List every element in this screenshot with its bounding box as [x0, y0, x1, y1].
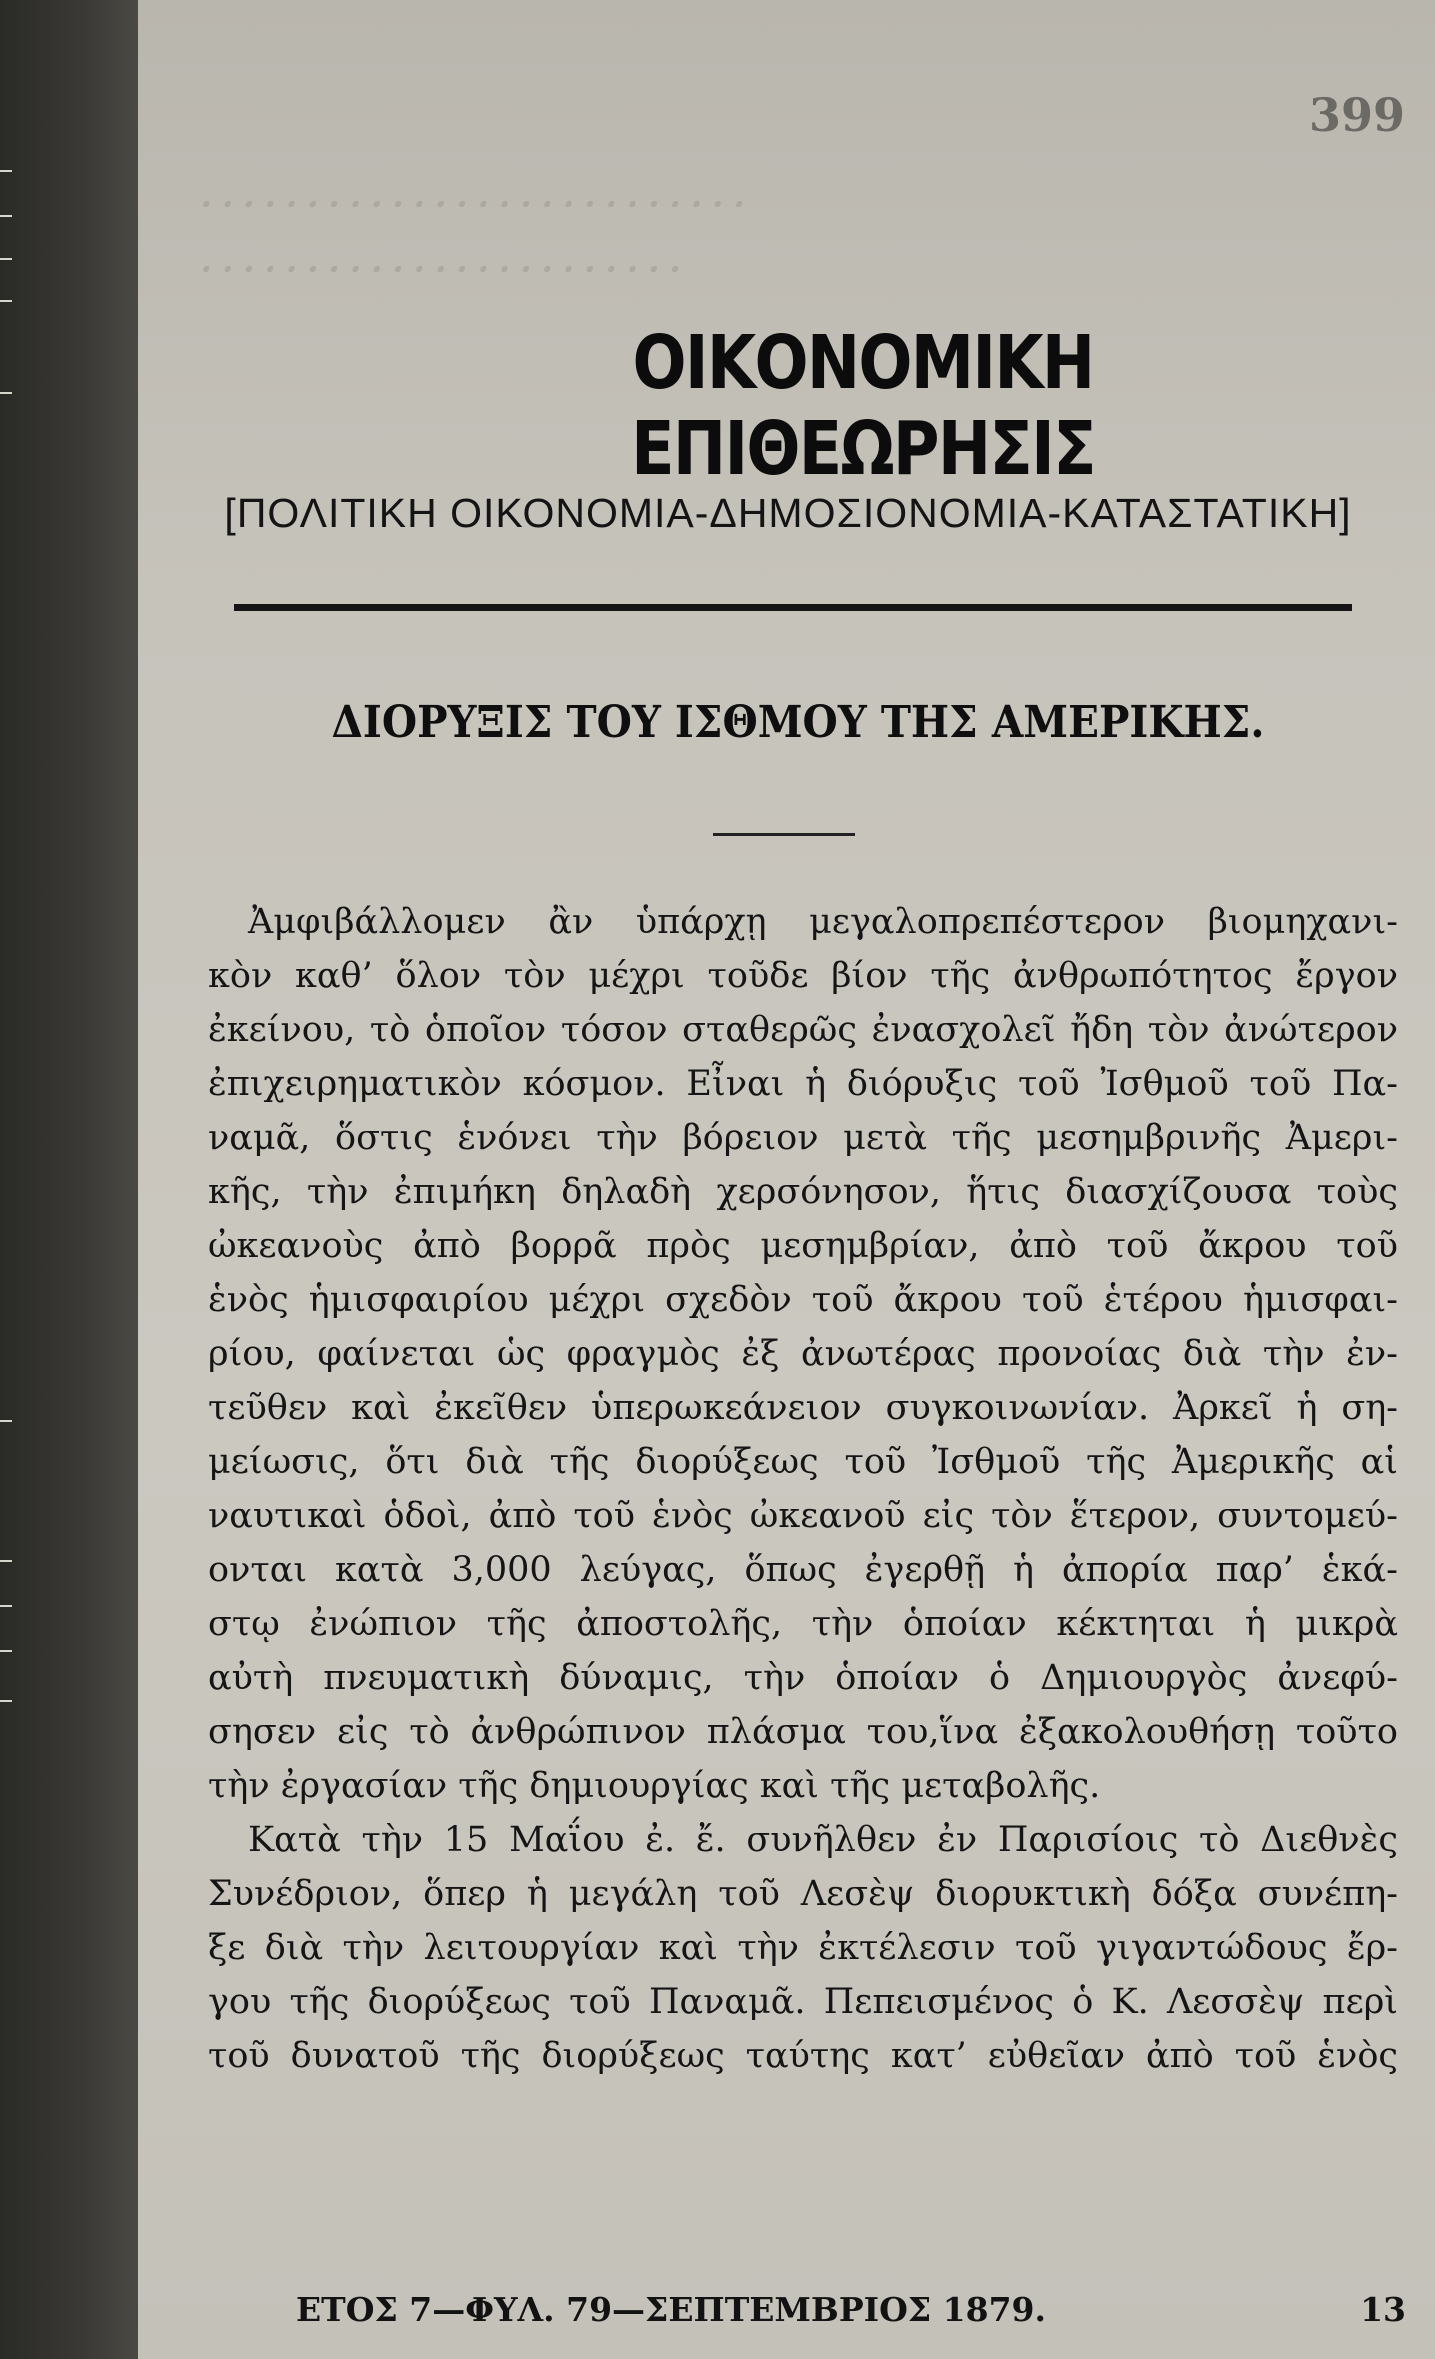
gutter-mark	[0, 1650, 12, 1652]
page-footer	[296, 2290, 1406, 2329]
gutter-mark	[0, 1605, 12, 1607]
text-line: σησεν εἰς τὸ ἀνθρώπινον πλάσμα του,ἵνα ἐξακολουθήσῃ τοῦτο	[208, 1712, 1398, 1752]
text-line: Συνέδριον, ὅπερ ἡ μεγάλη τοῦ Λεσὲψ διορυκτικὴ δόξα συνέπη-	[208, 1874, 1398, 1914]
article-title: ΔΙΟΡΥΞΙΣ ΤΟΥ ΙΣΘΜΟΥ ΤΗΣ ΑΜΕΡΙΚΗΣ.	[331, 697, 1265, 748]
gutter-mark	[0, 1700, 12, 1702]
text-line: ρίου, φαίνεται ὡς φραγμὸς ἐξ ἀνωτέρας προνοίας διὰ τὴν ἐν-	[208, 1334, 1398, 1374]
text-line: ἑνὸς ἡμισφαιρίου μέχρι σχεδὸν τοῦ ἄκρου τοῦ ἑτέρου ἡμισφαι-	[208, 1280, 1398, 1320]
gutter-mark	[0, 392, 12, 394]
text-line: κὸν καθ’ ὅλον τὸν μέχρι τοῦδε βίον τῆς ἀνθρωπότητος ἔργον	[208, 956, 1398, 996]
issue-line: ΕΤΟΣ 7—ΦΥΛ. 79—ΣΕΠΤΕΜΒΡΙΟΣ 1879.	[296, 2290, 1046, 2329]
header-rule	[234, 604, 1352, 611]
text-line: κῆς, τὴν ἐπιμήκη δηλαδὴ χερσόνησον, ἥτις διασχίζουσα τοὺς	[208, 1172, 1398, 1212]
journal-masthead: ΟΙΚΟΝΟΜΙΚΗ ΕΠΙΘΕΩΡΗΣΙΣ	[631, 320, 1095, 492]
text-line: Ἀμφιβάλλομεν ἂν ὑπάρχῃ μεγαλοπρεπέστερον βιομηχανι-	[248, 902, 1398, 942]
page-number: 399	[1308, 88, 1405, 142]
text-line: στῳ ἐνώπιον τῆς ἀποστολῆς, τὴν ὁποίαν κέκτηται ἡ μικρὰ	[208, 1604, 1398, 1644]
document-page	[138, 0, 1435, 2359]
bleed-through-text: ꞏ ꞏ ꞏ ꞏ ꞏ ꞏ ꞏ ꞏ ꞏ ꞏ ꞏ ꞏ ꞏ ꞏ ꞏ ꞏ ꞏ ꞏ ꞏ ꞏ ꞏ ꞏ ꞏ	[198, 250, 678, 290]
gutter-mark	[0, 170, 12, 172]
gutter-mark	[0, 1420, 12, 1422]
text-line: ναυτικαὶ ὁδοὶ, ἀπὸ τοῦ ἑνὸς ὠκεανοῦ εἰς τὸν ἕτερον, συντομεύ-	[208, 1496, 1398, 1536]
text-line: ονται κατὰ 3,000 λεύγας, ὅπως ἐγερθῇ ἡ ἀπορία παρ’ ἑκά-	[208, 1550, 1398, 1590]
text-line: γου τῆς διορύξεως τοῦ Παναμᾶ. Πεπεισμένος ὁ Κ. Λεσσὲψ περὶ	[208, 1982, 1398, 2022]
signature-mark: 13	[1360, 2290, 1406, 2329]
text-line: τεῦθεν καὶ ἐκεῖθεν ὑπερωκεάνειον συγκοινωνίαν. Ἀρκεῖ ἡ ση-	[208, 1388, 1398, 1428]
gutter-mark	[0, 1560, 12, 1562]
text-line: ἐκείνου, τὸ ὁποῖον τόσον σταθερῶς ἐνασχολεῖ ἤδη τὸν ἀνώτερον	[208, 1010, 1398, 1050]
text-line: Κατὰ τὴν 15 Μαΐου ἐ. ἔ. συνῆλθεν ἐν Παρισίοις τὸ Διεθνὲς	[248, 1820, 1398, 1860]
journal-subhead: [ΠΟΛΙΤΙΚΗ ΟΙΚΟΝΟΜΙΑ-ΔΗΜΟΣΙΟΝΟΜΙΑ-ΚΑΤΑΣΤΑΤΙΚΗ]	[224, 490, 1352, 536]
text-line: αὐτὴ πνευματικὴ δύναμις, τὴν ὁποίαν ὁ Δημιουργὸς ἀνεφύ-	[208, 1658, 1398, 1698]
scan-gutter	[0, 0, 138, 2359]
text-line: ὠκεανοὺς ἀπὸ βορρᾶ πρὸς μεσημβρίαν, ἀπὸ τοῦ ἄκρου τοῦ	[208, 1226, 1398, 1266]
gutter-mark	[0, 300, 12, 302]
bleed-through-text: ꞏ ꞏ ꞏ ꞏ ꞏ ꞏ ꞏ ꞏ ꞏ ꞏ ꞏ ꞏ ꞏ ꞏ ꞏ ꞏ ꞏ ꞏ ꞏ ꞏ ꞏ ꞏ ꞏ ꞏ ꞏ ꞏ	[198, 185, 742, 225]
text-line: ἐπιχειρηματικὸν κόσμον. Εἶναι ἡ διόρυξις τοῦ Ἰσθμοῦ τοῦ Πα-	[208, 1064, 1398, 1104]
text-line: τὴν ἐργασίαν τῆς δημιουργίας καὶ τῆς μεταβολῆς.	[208, 1766, 1101, 1806]
gutter-mark	[0, 215, 12, 217]
title-rule	[713, 833, 855, 836]
text-line: ξε διὰ τὴν λειτουργίαν καὶ τὴν ἐκτέλεσιν τοῦ γιγαντώδους ἔρ-	[208, 1928, 1398, 1968]
article-body	[208, 895, 1398, 2083]
text-line: μείωσις, ὅτι διὰ τῆς διορύξεως τοῦ Ἰσθμοῦ τῆς Ἀμερικῆς αἱ	[208, 1442, 1398, 1482]
text-line: ναμᾶ, ὅστις ἑνόνει τὴν βόρειον μετὰ τῆς μεσημβρινῆς Ἀμερι-	[208, 1118, 1398, 1158]
gutter-mark	[0, 258, 12, 260]
text-line: τοῦ δυνατοῦ τῆς διορύξεως ταύτης κατ’ εὐθεῖαν ἀπὸ τοῦ ἑνὸς	[208, 2036, 1398, 2076]
